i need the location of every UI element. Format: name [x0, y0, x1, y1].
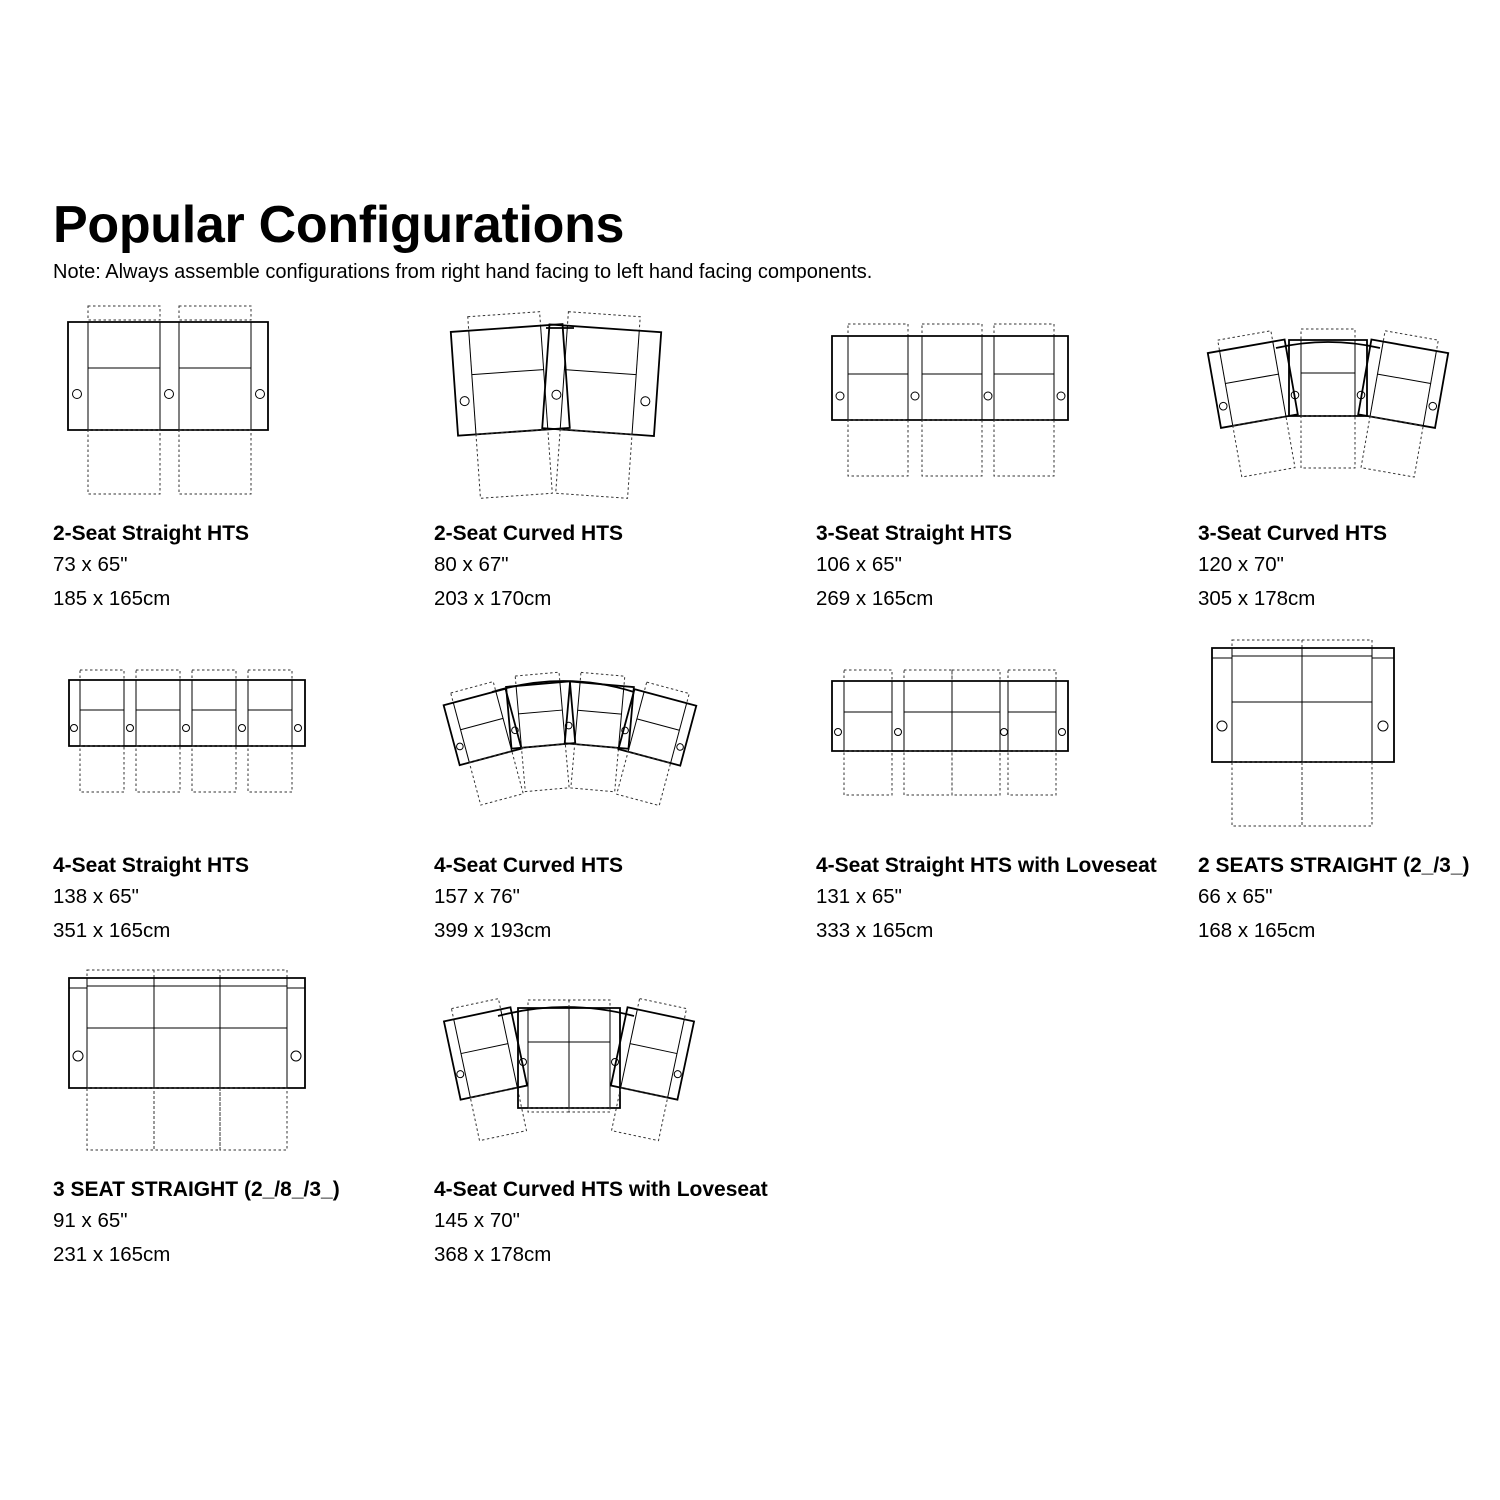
three-seat-curved-diagram: [1198, 306, 1458, 496]
two-seat-curved-diagram: [434, 306, 674, 496]
config-name: 4-Seat Straight HTS with Loveseat: [816, 854, 1157, 877]
config-size-cm: 185 x 165cm: [53, 587, 171, 610]
config-2-seats-straight-sofa: [1198, 640, 1470, 942]
config-size-inches: 120 x 70": [1198, 553, 1284, 576]
assembly-note: Note: Always assemble configurations from right hand facing to left hand facing components.: [53, 261, 873, 283]
page-title: Popular Configurations: [53, 196, 625, 254]
two-seat-straight-diagram: [53, 306, 278, 496]
config-3-seat-straight-sofa: [53, 970, 340, 1266]
config-3-seat-straight: [816, 306, 1076, 610]
config-4-seat-straight-loveseat: [816, 640, 1157, 942]
config-size-inches: 80 x 67": [434, 553, 509, 576]
four-seat-straight-loveseat-diagram: [816, 640, 1086, 810]
config-size-cm: 269 x 165cm: [816, 587, 934, 610]
config-size-cm: 305 x 178cm: [1198, 587, 1316, 610]
config-4-seat-curved: [434, 640, 704, 942]
config-name: 2-Seat Straight HTS: [53, 522, 250, 545]
config-size-cm: 368 x 178cm: [434, 1243, 552, 1266]
config-size-cm: 168 x 165cm: [1198, 919, 1316, 942]
config-size-cm: 203 x 170cm: [434, 587, 552, 610]
four-seat-curved-loveseat-diagram: [434, 970, 704, 1155]
config-size-inches: 131 x 65": [816, 885, 902, 908]
config-2-seat-straight: [53, 306, 278, 610]
four-seat-curved-diagram: [434, 640, 704, 810]
config-size-cm: 231 x 165cm: [53, 1243, 171, 1266]
config-4-seat-curved-loveseat: [434, 970, 768, 1266]
config-name: 4-Seat Curved HTS: [434, 854, 624, 877]
four-seat-straight-diagram: [53, 640, 313, 810]
config-size-inches: 73 x 65": [53, 553, 128, 576]
config-size-cm: 333 x 165cm: [816, 919, 934, 942]
two-seats-straight-sofa-diagram: [1198, 640, 1408, 832]
config-size-cm: 399 x 193cm: [434, 919, 552, 942]
config-name: 3-Seat Curved HTS: [1198, 522, 1388, 545]
config-size-inches: 138 x 65": [53, 885, 139, 908]
config-4-seat-straight: [53, 640, 313, 942]
config-name: 3 SEAT STRAIGHT (2_/8_/3_): [53, 1178, 340, 1201]
config-size-inches: 106 x 65": [816, 553, 902, 576]
config-name: 4-Seat Curved HTS with Loveseat: [434, 1178, 768, 1201]
config-size-inches: 157 x 76": [434, 885, 520, 908]
config-size-inches: 66 x 65": [1198, 885, 1273, 908]
config-size-cm: 351 x 165cm: [53, 919, 171, 942]
config-name: 4-Seat Straight HTS: [53, 854, 250, 877]
config-name: 2 SEATS STRAIGHT (2_/3_): [1198, 854, 1470, 877]
config-name: 3-Seat Straight HTS: [816, 522, 1013, 545]
three-seat-straight-sofa-diagram: [53, 970, 313, 1155]
config-size-inches: 91 x 65": [53, 1209, 128, 1232]
config-name: 2-Seat Curved HTS: [434, 522, 624, 545]
three-seat-straight-diagram: [816, 306, 1076, 496]
config-3-seat-curved: [1198, 306, 1458, 610]
config-size-inches: 145 x 70": [434, 1209, 520, 1232]
config-2-seat-curved: [434, 306, 674, 610]
